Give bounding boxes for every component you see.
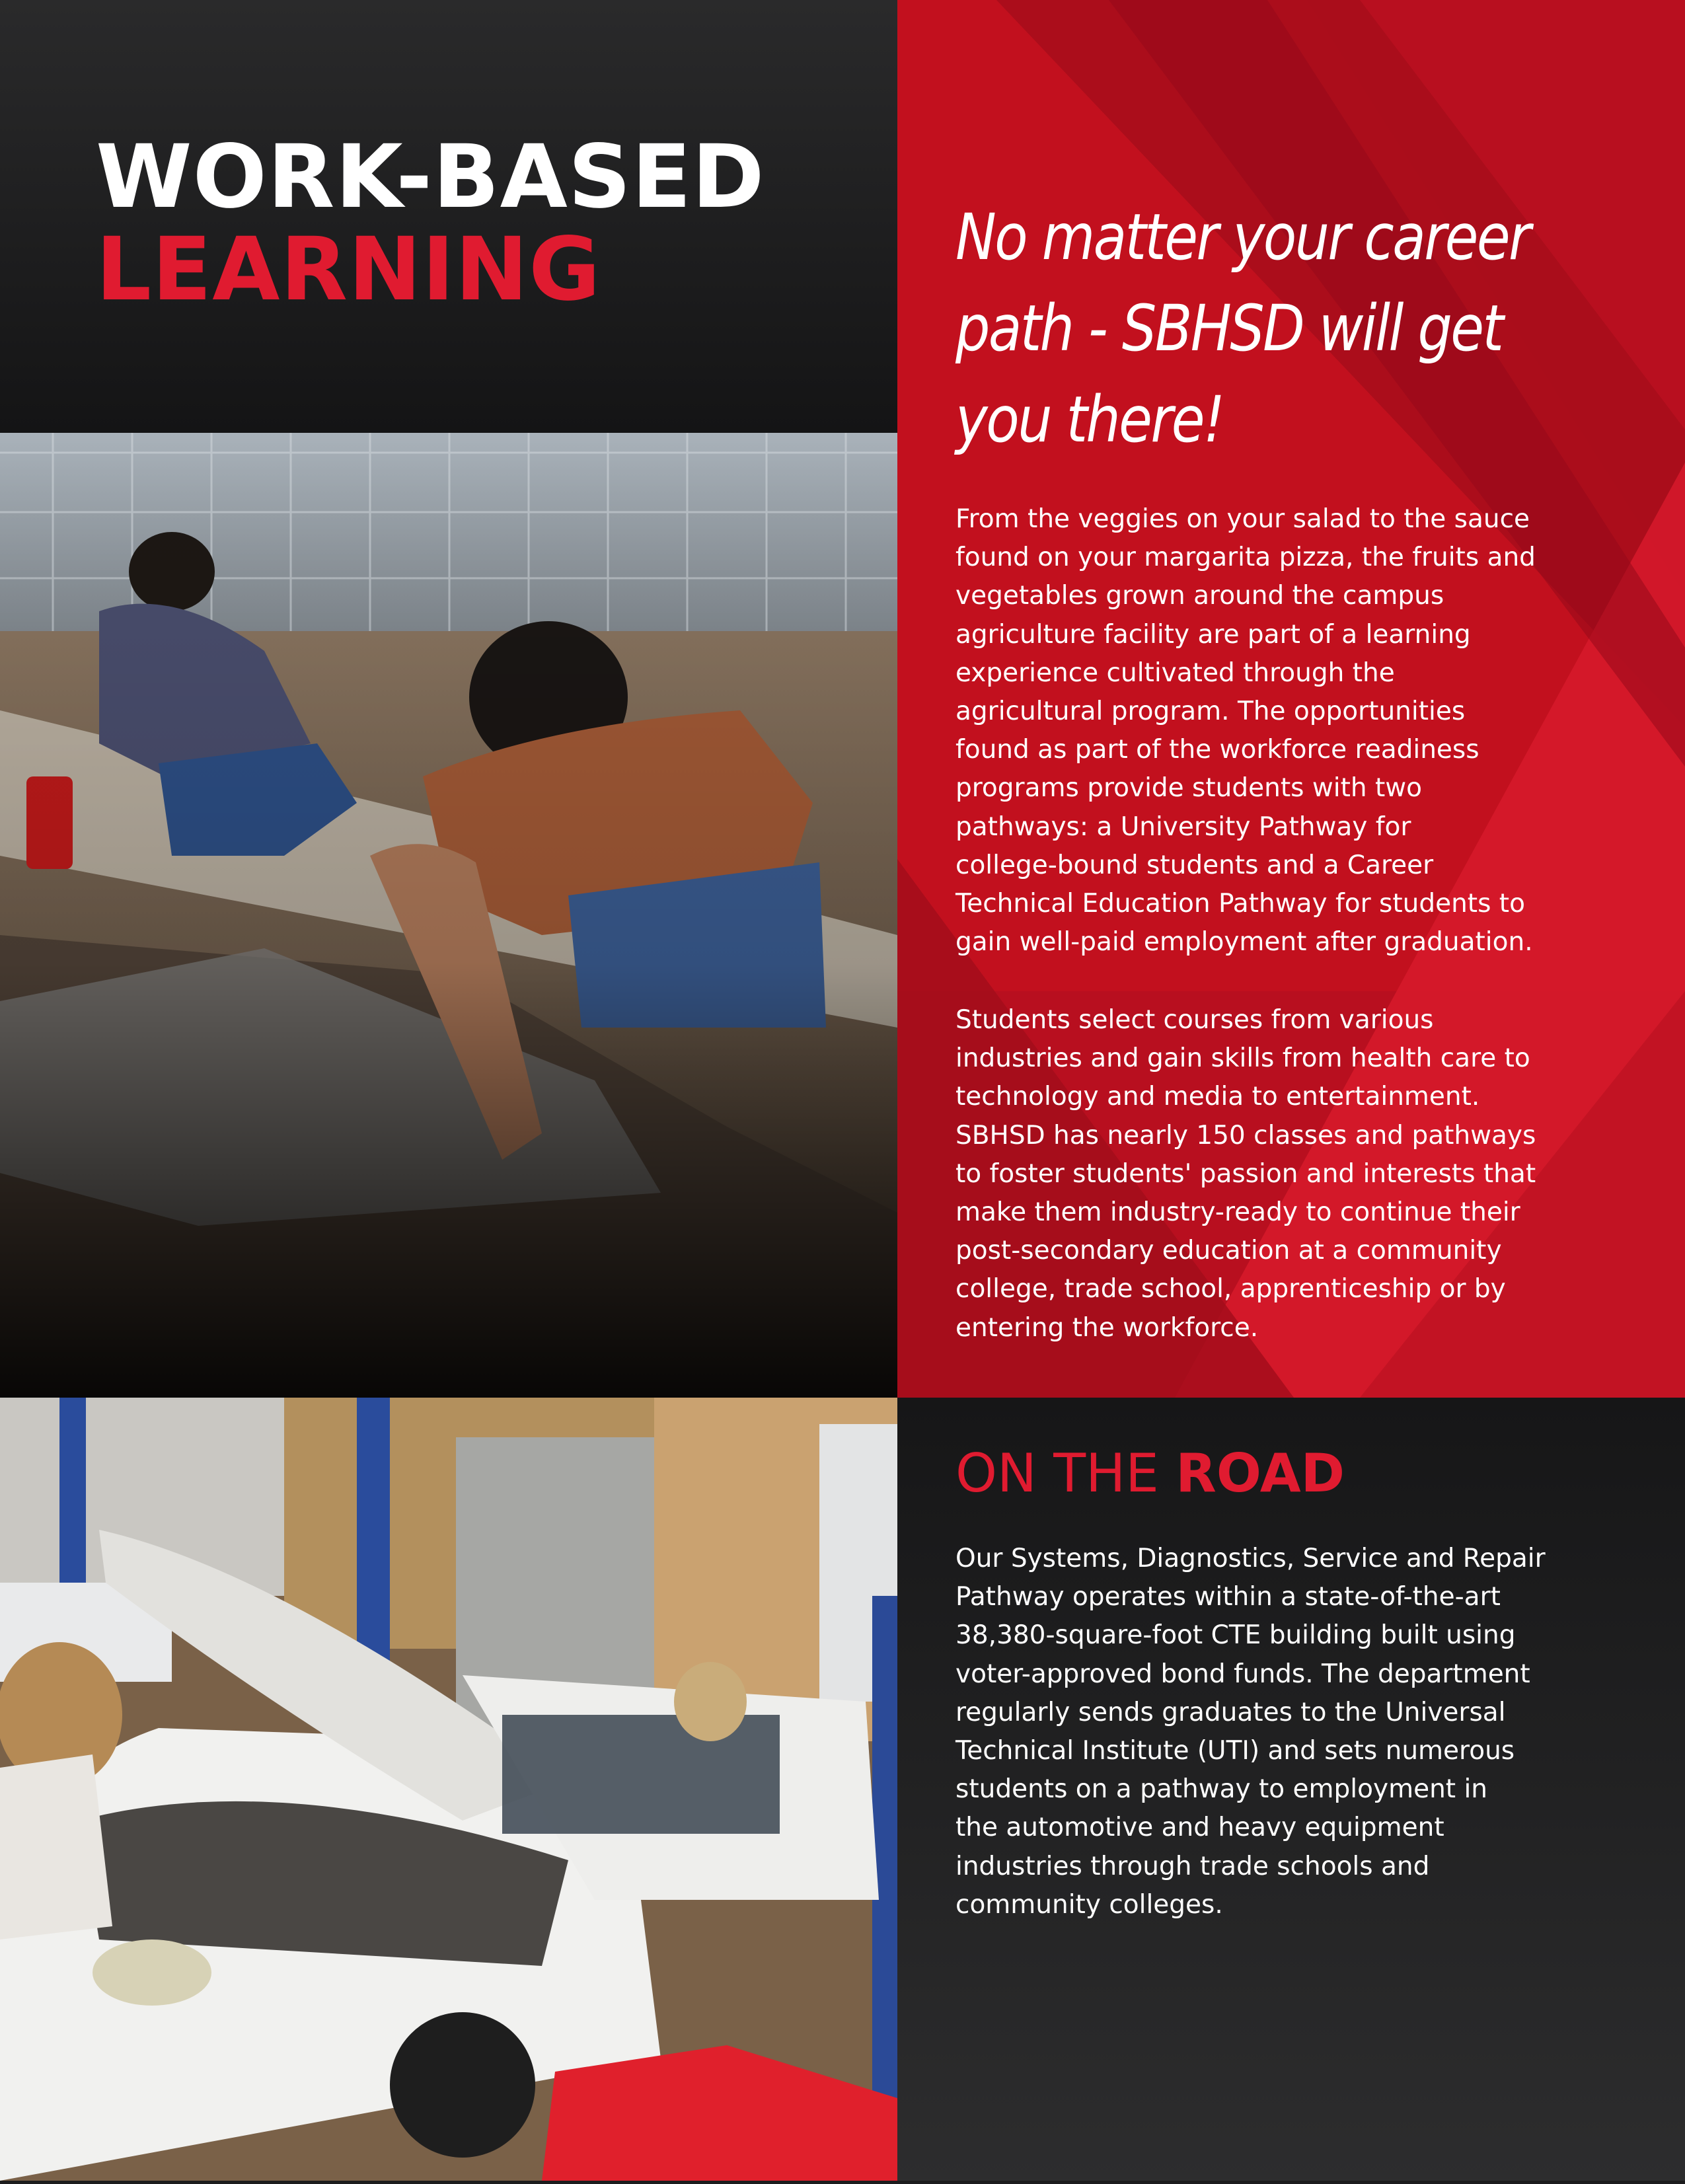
on-the-road-text: Our Systems, Diagnostics, Service and Repair Pathway operates within a state-of-the-art 38,380-square-foot CTE building built using voter-approved bond funds. The department regularly sends graduates to the Universal Technical Institute (UTI) and sets numerous students on a pathway to employment in the automotive and heavy equipment industries through trade schools and community colleges. — [955, 1544, 1546, 1920]
page-title — [96, 126, 765, 320]
intro-panel — [897, 0, 1685, 1398]
road-heading-light: ON THE — [955, 1443, 1159, 1504]
road-heading-bold: ROAD — [1176, 1443, 1345, 1504]
page-header — [0, 0, 897, 433]
page-title-line2: LEARNING — [96, 219, 601, 320]
intro-paragraph-2: Students select courses from various industries and gain skills from health care to technology and media to entertainment. SBHSD has nearly 150 classes and pathways to foster students' passion and interests that make them industry-ready to continue their post-secondary education at a community college, trade school, apprenticeship or by entering the workforce. — [955, 1005, 1536, 1343]
on-the-road-panel — [897, 1398, 1685, 2181]
auto-shop-photo — [0, 1398, 897, 2181]
automotive-photo-panel — [0, 1398, 897, 2181]
intro-paragraph-1: From the veggies on your salad to the sauce found on your margarita pizza, the fruits and vegetables grown around the campus agriculture facility are part of a learning experience cultivated through the agricultural program. The opportunities found as part of the workforce readiness programs provide students with two pathways: a University Pathway for college-bound students and a Career Technical Education Pathway for students to gain well-paid employment after graduation. — [955, 504, 1536, 958]
tagline: No matter your career path - SBHSD will get you there! — [955, 200, 1530, 457]
on-the-road-heading — [955, 1441, 1345, 1507]
greenhouse-photo — [0, 433, 897, 1398]
agriculture-photo-panel — [0, 433, 897, 1398]
page-title-line1: WORK-BASED — [96, 126, 765, 228]
